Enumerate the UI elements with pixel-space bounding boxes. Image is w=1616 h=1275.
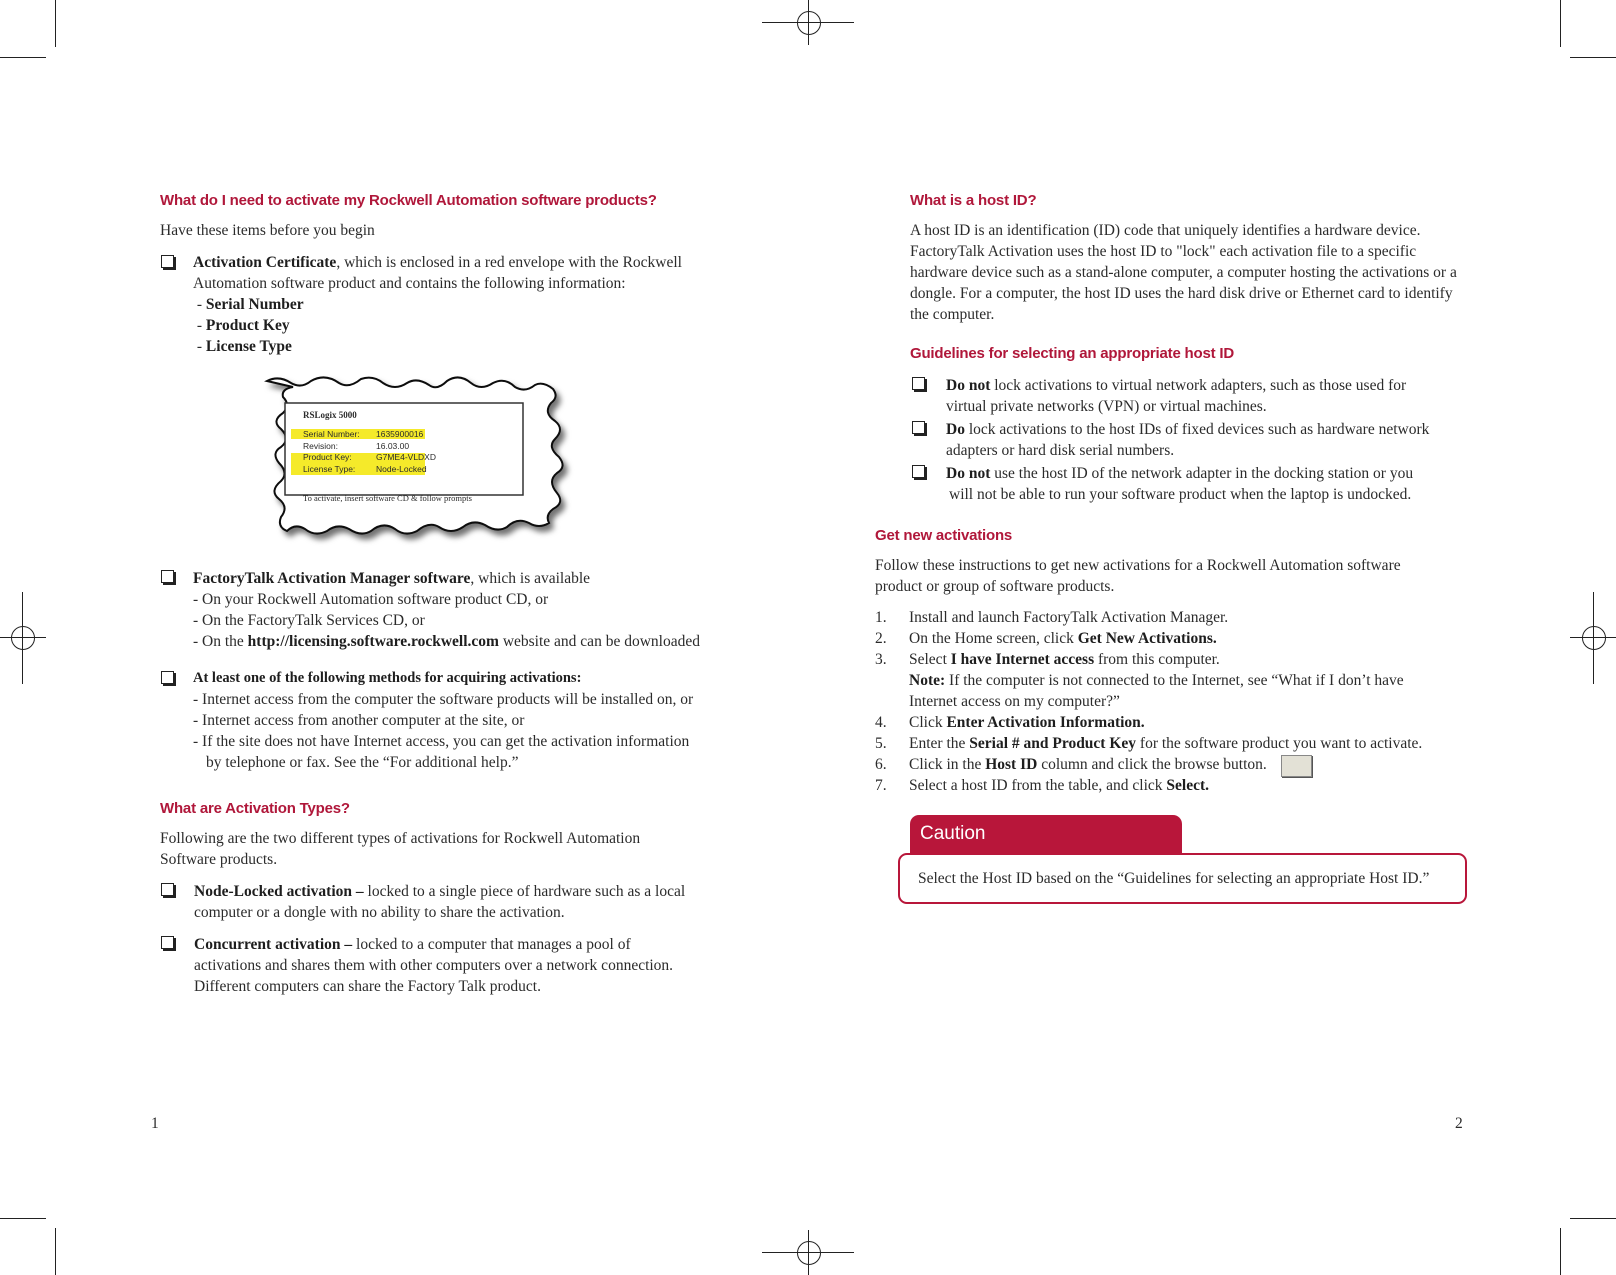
guideline-item: Do not lock activations to virtual network adapters, such as those used for virtual private networks (VPN) or virtual machines.: [946, 377, 1407, 415]
certificate-illustration: [245, 373, 595, 553]
heading-guidelines: Guidelines for selecting an appropriate host ID: [910, 345, 1234, 362]
guideline-item: Do lock activations to the host IDs of fixed devices such as hardware network adapters or hard disk serial numbers.: [946, 421, 1430, 459]
cert-product-name: RSLogix 5000: [303, 410, 357, 420]
cert-list-item: - Product Key: [193, 317, 290, 334]
cert-item: [193, 252, 753, 357]
checkbox-icon: [912, 465, 925, 478]
step-5: Enter the Serial # and Product Key for the software product you want to activate.: [909, 735, 1423, 752]
step-6: Click in the Host ID column and click the browse button.: [909, 756, 1267, 773]
cert-text-2: Automation software product and contains the following information:: [193, 275, 626, 292]
step-3-note: Note: If the computer is not connected to the Internet, see “What if I don’t have: [909, 672, 1404, 689]
checkbox-icon: [161, 570, 174, 583]
step-1: Install and launch FactoryTalk Activation Manager.: [909, 609, 1229, 626]
get-intro: Follow these instructions to get new activations for a Rockwell Automation software product or group of software products.: [875, 557, 1401, 595]
heading-what-do-i-need: What do I need to activate my Rockwell Automation software products?: [160, 192, 657, 209]
checkbox-icon: [912, 421, 925, 434]
page-number: 1: [151, 1115, 159, 1132]
cert-title: Activation Certificate: [193, 254, 337, 271]
intro-text: Have these items before you begin: [160, 222, 375, 239]
ftam-line: - On your Rockwell Automation software product CD, or: [193, 591, 549, 608]
cert-text: , which is enclosed in a red envelope with the Rockwell: [336, 254, 682, 271]
page-number: 2: [1455, 1115, 1463, 1132]
step-3: Select I have Internet access from this computer.: [909, 651, 1220, 668]
heading-host-id: What is a host ID?: [910, 192, 1037, 209]
checkbox-icon: [161, 883, 174, 896]
caution-tab: [910, 815, 1182, 855]
caution-text: Select the Host ID based on the “Guidelines for selecting an appropriate Host ID.”: [918, 870, 1430, 887]
ftam-line: - On the FactoryTalk Services CD, or: [193, 612, 425, 629]
ftam-title: FactoryTalk Activation Manager software: [193, 570, 471, 587]
cert-footer-text: To activate, insert software CD & follow prompts: [303, 493, 472, 503]
caution-box: [898, 853, 1467, 904]
checkbox-icon: [912, 377, 925, 390]
methods-item: At least one of the following methods for acquiring activations: - Internet access from the computer the software products will be installed on, or - Internet access from another computer at the site, or - If the site does not have Internet access, you can get the activation information by telephone or fax. See the “For additional help.”: [193, 670, 694, 771]
cert-list-item: - License Type: [193, 338, 292, 355]
host-id-paragraph: A host ID is an identification (ID) code that uniquely identifies a hardware device. FactoryTalk Activation uses the host ID to "lock" each activation file to a specific hardware device such as a stand-alone computer, a computer hosting the activations or a dongle. For a computer, the host ID uses the hard disk drive or Ethernet card to identify the computer.: [910, 222, 1457, 323]
step-3-note-2: Internet access on my computer?”: [909, 693, 1120, 710]
step-7: Select a host ID from the table, and click Select.: [909, 777, 1209, 794]
guideline-item: Do not use the host ID of the network adapter in the docking station or you will not be able to run your software product when the laptop is undocked.: [946, 465, 1414, 503]
step-4: Click Enter Activation Information.: [909, 714, 1145, 731]
cert-list-item: - Serial Number: [193, 296, 304, 313]
methods-title: At least one of the following methods for acquiring activations:: [193, 670, 582, 686]
types-intro: Following are the two different types of activations for Rockwell Automation Software products.: [160, 830, 641, 868]
heading-get-new-activations: Get new activations: [875, 527, 1013, 544]
checkbox-icon: [161, 255, 174, 268]
concurrent-item: Concurrent activation – locked to a computer that manages a pool of activations and shares them with other computers over a network connection. Different computers can share the Factory Talk product.: [194, 936, 674, 995]
browse-button-icon[interactable]: [1281, 755, 1312, 777]
step-2: On the Home screen, click Get New Activations.: [909, 630, 1217, 647]
node-locked-item: Node-Locked activation – locked to a single piece of hardware such as a local computer or a dongle with no ability to share the activation.: [194, 883, 686, 921]
licensing-link[interactable]: http://licensing.software.rockwell.com: [247, 633, 499, 650]
checkbox-icon: [161, 936, 174, 949]
ftam-item: FactoryTalk Activation Manager software, which is available - On your Rockwell Automation software product CD, or - On the FactoryTalk Services CD, or - On the http://licensing.software.rockwell.com website and can be downloaded: [193, 568, 753, 652]
heading-activation-types: What are Activation Types?: [160, 800, 350, 817]
cert-fields: Serial Number: 1635900016 Revision: 16.03.00 Product Key: G7ME4-VLDXD License Type: Node-Locked: [303, 429, 436, 474]
caution-title: Caution: [920, 823, 986, 844]
ftam-line: - On the http://licensing.software.rockwell.com website and can be downloaded: [193, 633, 700, 650]
checkbox-icon: [161, 671, 174, 684]
